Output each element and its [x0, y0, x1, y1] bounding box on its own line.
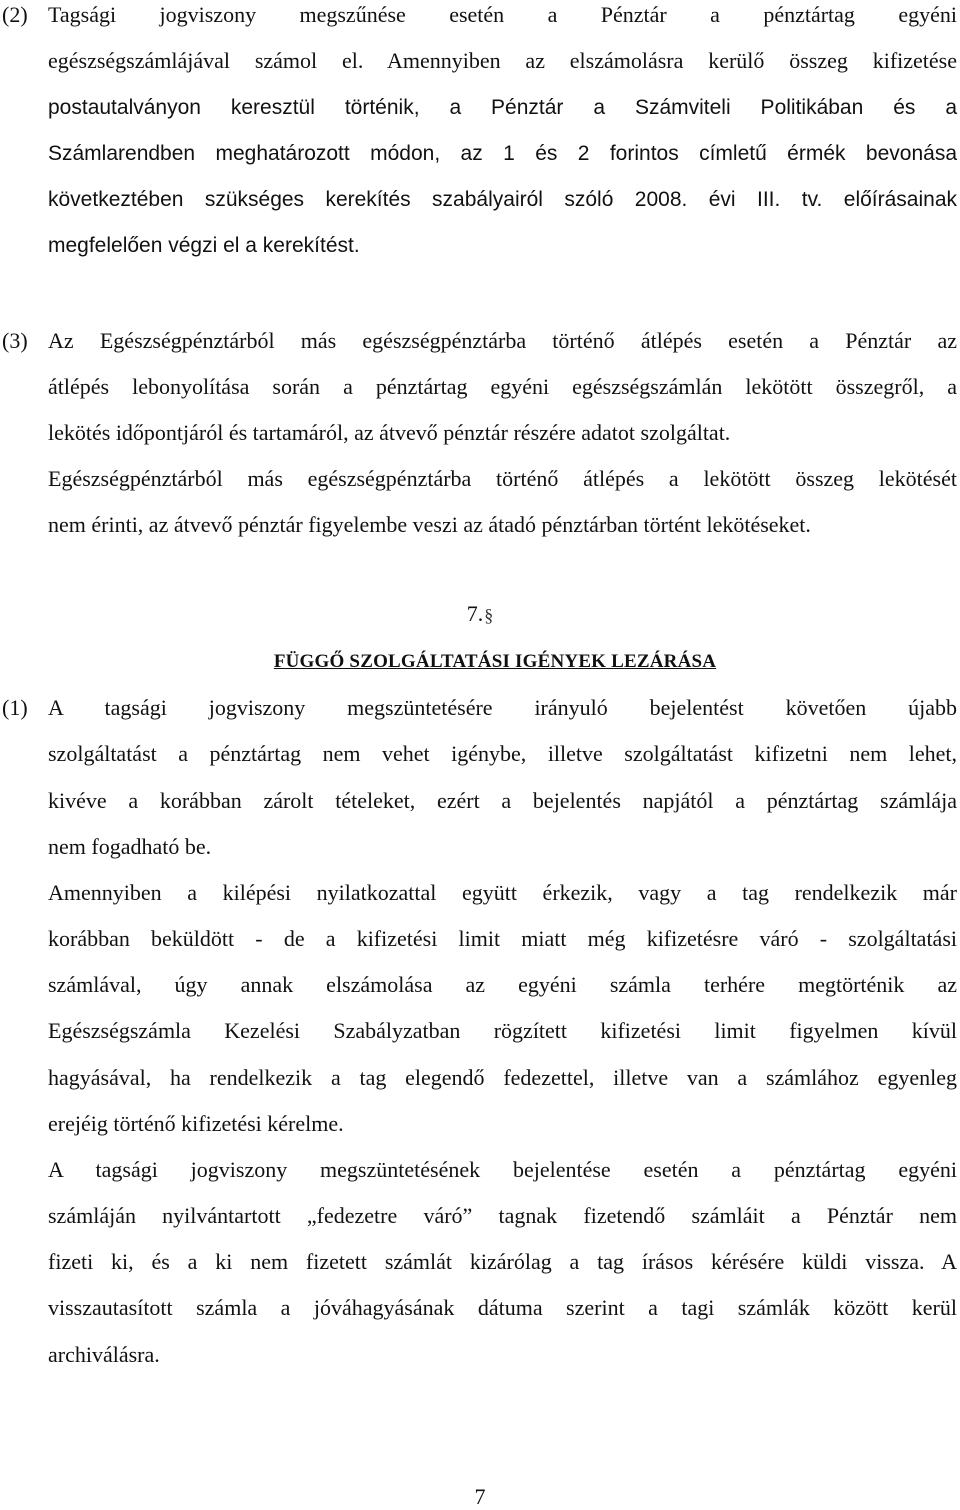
text-line: postautalványon keresztül történik, a Pénztár a Számviteli Politikában és a — [48, 96, 957, 119]
text-line: erejéig történő kifizetési kérelme. — [48, 1111, 344, 1136]
text-line: lekötés időpontjáról és tartamáról, az átvevő pénztár részére adatot szolgáltat. — [48, 420, 731, 445]
text-line: átlépés lebonyolítása során a pénztártag egyéni egészségszámlán lekötött összegről, a — [48, 374, 957, 399]
section-number — [0, 601, 960, 628]
text-line: nem érinti, az átvevő pénztár figyelembe veszi az átadó pénztárban történt lekötéseket. — [48, 512, 811, 537]
text-line: egészségszámlájával számol el. Amennyiben az elszámolásra kerülő összeg kifizetése — [48, 48, 957, 73]
text-line: A tagsági jogviszony megszüntetésére irányuló bejelentést követően újabb — [48, 695, 957, 720]
section-title: FÜGGŐ SZOLGÁLTATÁSI IGÉNYEK LEZÁRÁSA — [273, 651, 717, 672]
text-line: számlával, úgy annak elszámolása az egyéni számla terhére megtörténik az — [48, 972, 957, 997]
text-line: Egészségpénztárból más egészségpénztárba történő átlépés a lekötött összeg lekötését — [48, 466, 957, 491]
text-line: Egészségszámla Kezelési Szabályzatban rögzített kifizetési limit figyelmen kívül — [48, 1018, 957, 1043]
text-line: archiválásra. — [48, 1342, 160, 1367]
section-mark: § — [484, 605, 494, 625]
text-line: Az Egészségpénztárból más egészségpénztárba történő átlépés esetén a Pénztár az — [48, 328, 957, 353]
page-number: 7 — [474, 1484, 486, 1509]
text-line: szolgáltatást a pénztártag nem vehet igénybe, illetve szolgáltatást kifizetni nem lehet, — [48, 741, 957, 766]
paragraph-number: (3) — [2, 328, 28, 353]
text-line: Számlarendben meghatározott módon, az 1 és 2 forintos címletű érmék bevonása — [48, 142, 957, 165]
text-line: kivéve a korábban zárolt tételeket, ezért a bejelentés napjától a pénztártag számlája — [48, 788, 957, 813]
text-line: megfelelően végzi el a kerekítést. — [48, 234, 360, 257]
paragraph-number: (2) — [2, 2, 28, 27]
text-line: hagyásával, ha rendelkezik a tag elegendő fedezettel, illetve van a számlához egyenleg — [48, 1065, 957, 1090]
paragraph-number: (1) — [2, 695, 28, 720]
text-line: korábban beküldött - de a kifizetési limit miatt még kifizetésre váró - szolgáltatási — [48, 926, 957, 951]
text-line: fizeti ki, és a ki nem fizetett számlát kizárólag a tag írásos kérésére küldi vissza. A — [48, 1249, 957, 1274]
text-line: Tagsági jogviszony megszűnése esetén a Pénztár a pénztártag egyéni — [48, 2, 957, 27]
text-line: következtében szükséges kerekítés szabályairól szóló 2008. évi III. tv. előírásainak — [48, 188, 957, 211]
text-line: Amennyiben a kilépési nyilatkozattal együtt érkezik, vagy a tag rendelkezik már — [48, 880, 957, 905]
text-line: A tagsági jogviszony megszüntetésének bejelentése esetén a pénztártag egyéni — [48, 1157, 957, 1182]
text-line: nem fogadható be. — [48, 834, 212, 859]
text-line: visszautasított számla a jóváhagyásának dátuma szerint a tagi számlák között kerül — [48, 1295, 957, 1320]
text-line: számláján nyilvántartott „fedezetre váró” tagnak fizetendő számláit a Pénztár nem — [48, 1203, 957, 1228]
section-number-text: 7. — [466, 601, 484, 626]
